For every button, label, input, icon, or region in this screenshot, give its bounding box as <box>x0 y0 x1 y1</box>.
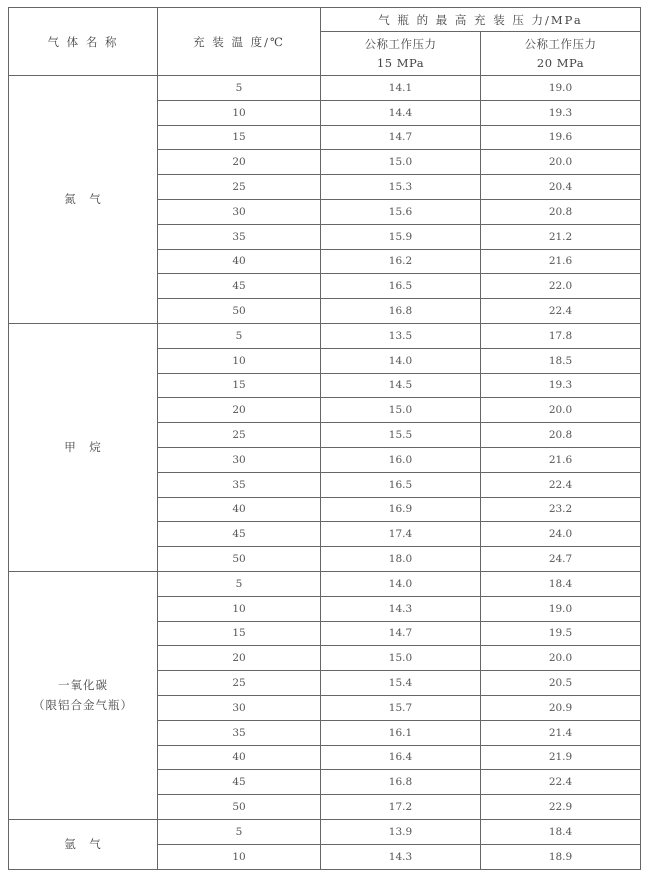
pressure-15mpa-cell: 14.5 <box>321 373 481 398</box>
gas-name: 氩 气 <box>64 837 102 852</box>
header-gas-name: 气 体 名 称 <box>9 8 158 76</box>
pressure-15mpa-cell: 15.4 <box>321 671 481 696</box>
pressure-15mpa-cell: 16.1 <box>321 720 481 745</box>
temperature-cell: 50 <box>158 795 321 820</box>
pressure-15mpa-cell: 15.0 <box>321 398 481 423</box>
gas-name: 甲 烷 <box>64 440 102 455</box>
pressure-15mpa-cell: 15.5 <box>321 423 481 448</box>
temperature-cell: 10 <box>158 100 321 125</box>
pressure-15mpa-cell: 18.0 <box>321 547 481 572</box>
temperature-cell: 10 <box>158 348 321 373</box>
temperature-cell: 5 <box>158 323 321 348</box>
temperature-cell: 15 <box>158 373 321 398</box>
temperature-cell: 45 <box>158 274 321 299</box>
pressure-20mpa-cell: 18.4 <box>481 819 641 844</box>
pressure-15mpa-cell: 14.0 <box>321 348 481 373</box>
temperature-cell: 10 <box>158 596 321 621</box>
pressure-15mpa-cell: 14.7 <box>321 125 481 150</box>
pressure-15mpa-cell: 16.5 <box>321 472 481 497</box>
pressure-15mpa-cell: 14.0 <box>321 571 481 596</box>
temperature-cell: 10 <box>158 844 321 869</box>
pressure-20mpa-cell: 21.2 <box>481 224 641 249</box>
table-row <box>9 76 641 101</box>
temperature-cell: 30 <box>158 695 321 720</box>
header-max-pressure: 气 瓶 的 最 高 充 装 压 力/MPa <box>321 8 641 32</box>
pressure-15mpa-cell: 13.9 <box>321 819 481 844</box>
pressure-20mpa-cell: 20.8 <box>481 423 641 448</box>
pressure-15mpa-cell: 15.0 <box>321 150 481 175</box>
temperature-cell: 50 <box>158 547 321 572</box>
temperature-cell: 40 <box>158 497 321 522</box>
pressure-20mpa-cell: 23.2 <box>481 497 641 522</box>
pressure-15mpa-cell: 16.0 <box>321 447 481 472</box>
pressure-20mpa-cell: 21.6 <box>481 447 641 472</box>
header-20mpa-value: 20 MPa <box>536 55 585 70</box>
temperature-cell: 35 <box>158 224 321 249</box>
pressure-20mpa-cell: 18.5 <box>481 348 641 373</box>
temperature-cell: 45 <box>158 770 321 795</box>
temperature-cell: 25 <box>158 175 321 200</box>
pressure-20mpa-cell: 18.9 <box>481 844 641 869</box>
pressure-15mpa-cell: 16.8 <box>321 299 481 324</box>
gas-name-cell <box>9 571 158 819</box>
pressure-15mpa-cell: 15.7 <box>321 695 481 720</box>
pressure-20mpa-cell: 20.0 <box>481 150 641 175</box>
gas-name-cell <box>9 323 158 571</box>
table-row <box>9 819 641 844</box>
pressure-15mpa-cell: 14.3 <box>321 596 481 621</box>
pressure-20mpa-cell: 18.4 <box>481 571 641 596</box>
temperature-cell: 20 <box>158 398 321 423</box>
header-20mpa-label: 公称工作压力 <box>524 36 597 51</box>
pressure-15mpa-cell: 16.9 <box>321 497 481 522</box>
temperature-cell: 50 <box>158 299 321 324</box>
pressure-20mpa-cell: 20.0 <box>481 646 641 671</box>
pressure-20mpa-cell: 17.8 <box>481 323 641 348</box>
pressure-15mpa-cell: 17.2 <box>321 795 481 820</box>
temperature-cell: 5 <box>158 571 321 596</box>
temperature-cell: 20 <box>158 150 321 175</box>
pressure-20mpa-cell: 22.4 <box>481 770 641 795</box>
pressure-15mpa-cell: 15.3 <box>321 175 481 200</box>
header-20mpa <box>481 32 641 76</box>
gas-group <box>9 571 641 819</box>
pressure-15mpa-cell: 14.3 <box>321 844 481 869</box>
pressure-20mpa-cell: 21.9 <box>481 745 641 770</box>
temperature-cell: 25 <box>158 671 321 696</box>
temperature-cell: 25 <box>158 423 321 448</box>
gas-note: （限铝合金气瓶） <box>33 698 133 713</box>
pressure-15mpa-cell: 17.4 <box>321 522 481 547</box>
pressure-15mpa-cell: 14.1 <box>321 76 481 101</box>
temperature-cell: 15 <box>158 621 321 646</box>
pressure-20mpa-cell: 19.0 <box>481 76 641 101</box>
header-temperature: 充 装 温 度/℃ <box>158 8 321 76</box>
pressure-15mpa-cell: 16.8 <box>321 770 481 795</box>
table-row <box>9 323 641 348</box>
gas-group <box>9 76 641 324</box>
pressure-15mpa-cell: 14.7 <box>321 621 481 646</box>
temperature-cell: 5 <box>158 819 321 844</box>
temperature-cell: 5 <box>158 76 321 101</box>
pressure-20mpa-cell: 22.9 <box>481 795 641 820</box>
pressure-20mpa-cell: 19.3 <box>481 373 641 398</box>
pressure-20mpa-cell: 22.0 <box>481 274 641 299</box>
gas-group <box>9 323 641 571</box>
temperature-cell: 20 <box>158 646 321 671</box>
pressure-15mpa-cell: 15.9 <box>321 224 481 249</box>
pressure-15mpa-cell: 15.6 <box>321 199 481 224</box>
gas-name-cell <box>9 76 158 324</box>
pressure-15mpa-cell: 16.2 <box>321 249 481 274</box>
pressure-20mpa-cell: 20.4 <box>481 175 641 200</box>
temperature-cell: 40 <box>158 249 321 274</box>
gas-name: 氮 气 <box>64 192 102 207</box>
pressure-20mpa-cell: 19.0 <box>481 596 641 621</box>
pressure-15mpa-cell: 15.0 <box>321 646 481 671</box>
temperature-cell: 35 <box>158 720 321 745</box>
table-header <box>9 8 641 76</box>
header-15mpa <box>321 32 481 76</box>
pressure-20mpa-cell: 22.4 <box>481 472 641 497</box>
temperature-cell: 45 <box>158 522 321 547</box>
pressure-20mpa-cell: 20.8 <box>481 199 641 224</box>
header-15mpa-value: 15 MPa <box>376 55 425 70</box>
pressure-20mpa-cell: 19.3 <box>481 100 641 125</box>
pressure-20mpa-cell: 24.0 <box>481 522 641 547</box>
gas-name-cell <box>9 819 158 869</box>
pressure-15mpa-cell: 16.4 <box>321 745 481 770</box>
pressure-20mpa-cell: 20.0 <box>481 398 641 423</box>
pressure-20mpa-cell: 19.5 <box>481 621 641 646</box>
pressure-15mpa-cell: 13.5 <box>321 323 481 348</box>
pressure-15mpa-cell: 14.4 <box>321 100 481 125</box>
gas-group <box>9 819 641 869</box>
pressure-20mpa-cell: 20.5 <box>481 671 641 696</box>
pressure-20mpa-cell: 19.6 <box>481 125 641 150</box>
temperature-cell: 40 <box>158 745 321 770</box>
gas-filling-pressure-table <box>8 7 641 870</box>
temperature-cell: 35 <box>158 472 321 497</box>
header-15mpa-label: 公称工作压力 <box>364 36 437 51</box>
gas-name: 一氧化碳 <box>58 678 108 693</box>
pressure-20mpa-cell: 22.4 <box>481 299 641 324</box>
temperature-cell: 30 <box>158 199 321 224</box>
pressure-15mpa-cell: 16.5 <box>321 274 481 299</box>
pressure-20mpa-cell: 20.9 <box>481 695 641 720</box>
temperature-cell: 15 <box>158 125 321 150</box>
pressure-20mpa-cell: 21.4 <box>481 720 641 745</box>
pressure-20mpa-cell: 24.7 <box>481 547 641 572</box>
pressure-20mpa-cell: 21.6 <box>481 249 641 274</box>
table-row <box>9 571 641 596</box>
temperature-cell: 30 <box>158 447 321 472</box>
